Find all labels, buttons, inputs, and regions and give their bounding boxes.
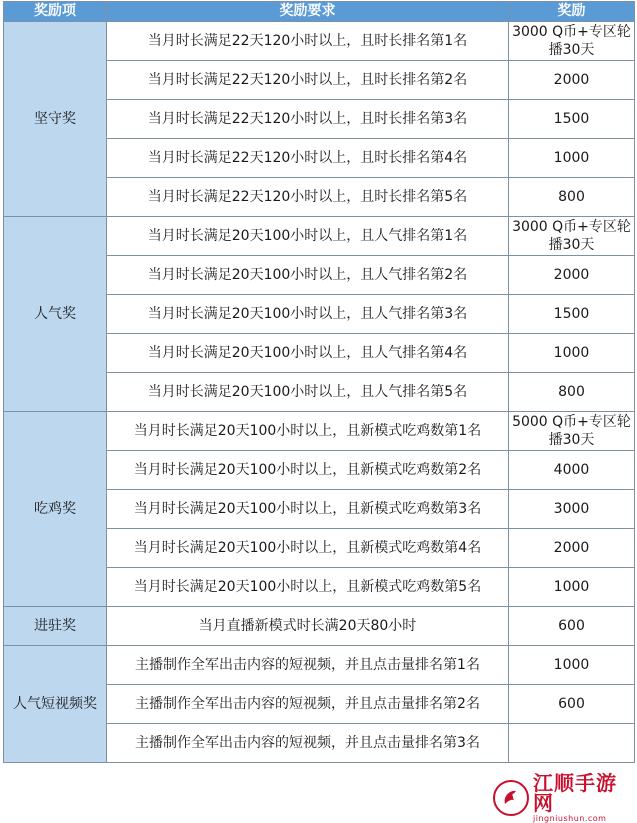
reward-cell: 4000 bbox=[509, 451, 635, 490]
category-cell: 坚守奖 bbox=[4, 22, 107, 217]
table-row bbox=[4, 22, 635, 61]
reward-cell: 3000 bbox=[509, 490, 635, 529]
reward-cell: 1500 bbox=[509, 100, 635, 139]
site-watermark bbox=[493, 771, 633, 823]
category-cell: 进驻奖 bbox=[4, 607, 107, 646]
requirement-cell: 当月时长满足20天100小时以上，且新模式吃鸡数第5名 bbox=[107, 568, 509, 607]
requirement-cell: 当月时长满足20天100小时以上，且人气排名第1名 bbox=[107, 217, 509, 256]
reward-cell: 3000 Q币+专区轮播30天 bbox=[509, 217, 635, 256]
reward-cell: 600 bbox=[509, 685, 635, 724]
requirement-cell: 主播制作全军出击内容的短视频，并且点击量排名第2名 bbox=[107, 685, 509, 724]
requirement-cell: 当月时长满足22天120小时以上，且时长排名第1名 bbox=[107, 22, 509, 61]
table-row bbox=[4, 412, 635, 451]
requirement-cell: 当月时长满足20天100小时以上，且新模式吃鸡数第1名 bbox=[107, 412, 509, 451]
reward-cell: 800 bbox=[509, 178, 635, 217]
requirement-cell: 当月时长满足22天120小时以上，且时长排名第5名 bbox=[107, 178, 509, 217]
reward-cell: 800 bbox=[509, 373, 635, 412]
reward-cell: 2000 bbox=[509, 256, 635, 295]
requirement-cell: 当月时长满足20天100小时以上，且人气排名第5名 bbox=[107, 373, 509, 412]
reward-cell: 600 bbox=[509, 607, 635, 646]
reward-cell: 5000 Q币+专区轮播30天 bbox=[509, 412, 635, 451]
reward-cell bbox=[509, 724, 635, 763]
requirement-cell: 当月直播新模式时长满20天80小时 bbox=[107, 607, 509, 646]
reward-cell: 1500 bbox=[509, 295, 635, 334]
table-row bbox=[4, 646, 635, 685]
category-cell: 吃鸡奖 bbox=[4, 412, 107, 607]
reward-cell: 1000 bbox=[509, 646, 635, 685]
header-requirement: 奖励要求 bbox=[107, 2, 509, 22]
reward-cell: 3000 Q币+专区轮播30天 bbox=[509, 22, 635, 61]
watermark-name: 江顺手游网 bbox=[533, 771, 617, 815]
reward-cell: 2000 bbox=[509, 61, 635, 100]
category-cell: 人气短视频奖 bbox=[4, 646, 107, 763]
requirement-cell: 当月时长满足20天100小时以上，且新模式吃鸡数第3名 bbox=[107, 490, 509, 529]
site-logo-icon bbox=[493, 780, 529, 816]
requirement-cell: 当月时长满足20天100小时以上，且人气排名第2名 bbox=[107, 256, 509, 295]
requirement-cell: 当月时长满足20天100小时以上，且新模式吃鸡数第4名 bbox=[107, 529, 509, 568]
table-body bbox=[4, 22, 635, 763]
table-header bbox=[4, 2, 635, 22]
category-cell: 人气奖 bbox=[4, 217, 107, 412]
requirement-cell: 主播制作全军出击内容的短视频，并且点击量排名第3名 bbox=[107, 724, 509, 763]
requirement-cell: 当月时长满足22天120小时以上，且时长排名第3名 bbox=[107, 100, 509, 139]
reward-cell: 1000 bbox=[509, 334, 635, 373]
table-row bbox=[4, 217, 635, 256]
watermark-url: jingniushun.com bbox=[533, 814, 607, 823]
requirement-cell: 当月时长满足20天100小时以上，且人气排名第4名 bbox=[107, 334, 509, 373]
reward-cell: 1000 bbox=[509, 568, 635, 607]
header-category: 奖励项 bbox=[4, 2, 107, 22]
table-row bbox=[4, 607, 635, 646]
requirement-cell: 当月时长满足22天120小时以上，且时长排名第2名 bbox=[107, 61, 509, 100]
reward-cell: 2000 bbox=[509, 529, 635, 568]
rewards-table bbox=[3, 1, 635, 763]
requirement-cell: 当月时长满足20天100小时以上，且人气排名第3名 bbox=[107, 295, 509, 334]
requirement-cell: 主播制作全军出击内容的短视频，并且点击量排名第1名 bbox=[107, 646, 509, 685]
header-reward: 奖励 bbox=[509, 2, 635, 22]
requirement-cell: 当月时长满足20天100小时以上，且新模式吃鸡数第2名 bbox=[107, 451, 509, 490]
requirement-cell: 当月时长满足22天120小时以上，且时长排名第4名 bbox=[107, 139, 509, 178]
reward-cell: 1000 bbox=[509, 139, 635, 178]
